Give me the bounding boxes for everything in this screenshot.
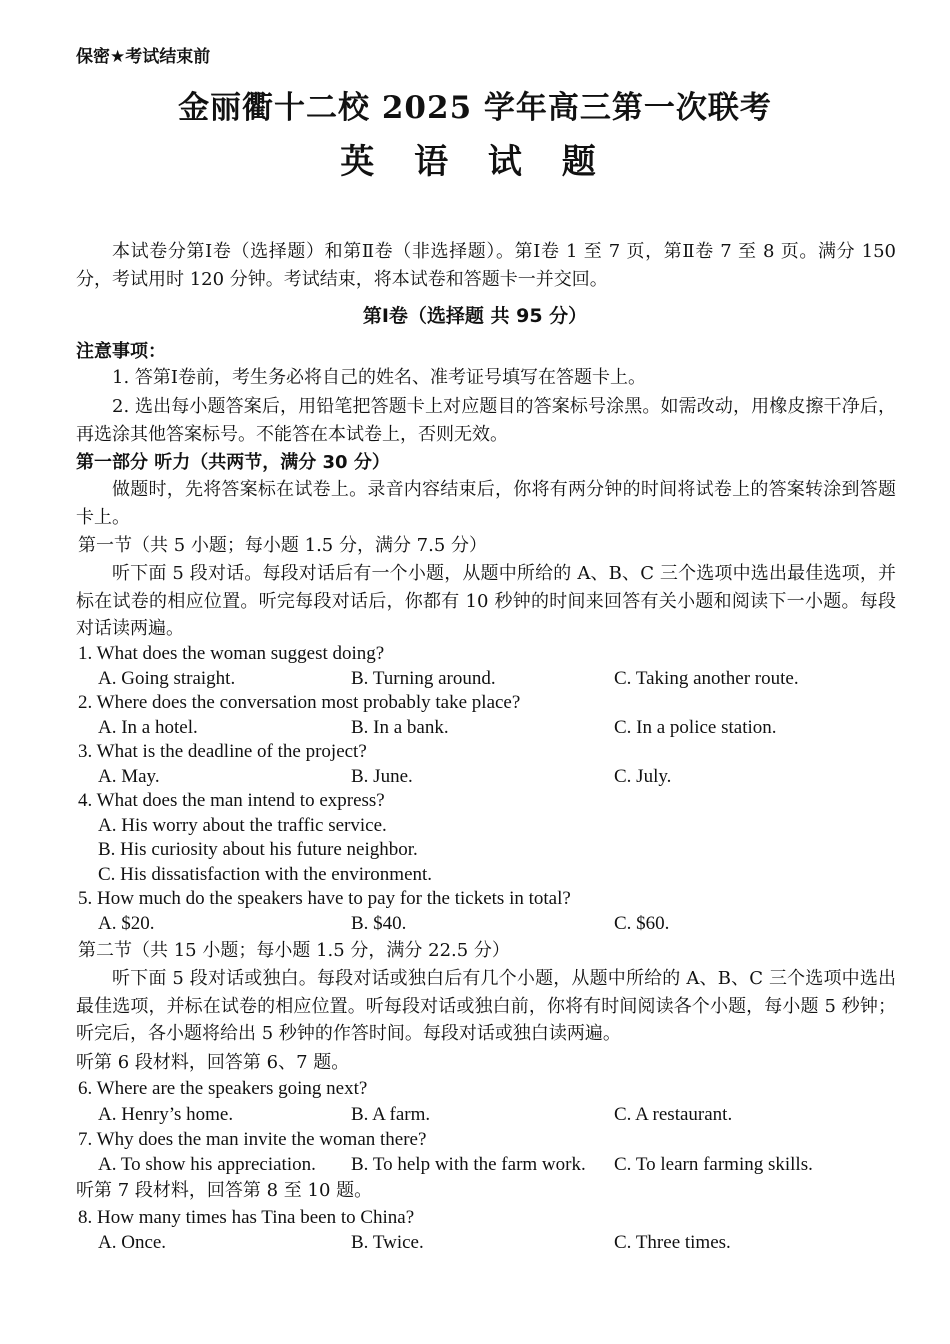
- q8-option-a: A. Once.: [98, 1232, 167, 1253]
- section1-instruction: 听下面 5 段对话。每段对话后有一个小题，从题中所给的 A、B、C 三个选项中选出最佳选项，并标在试卷的相应位置。听完每段对话后，你都有 10 秒钟的时间来回答有关小题和阅读下一小题。每段对话读两遍。: [76, 563, 896, 639]
- notes-heading: 注意事项：: [76, 341, 166, 362]
- question-7: 7. Why does the man invite the woman there?: [78, 1129, 427, 1150]
- q6-option-a: A. Henry’s home.: [98, 1104, 234, 1125]
- part1-heading: 第一部分 听力（共两节，满分 30 分）: [76, 452, 390, 473]
- part1-instruction: 做题时，先将答案标在试卷上。录音内容结束后，你将有两分钟的时间将试卷上的答案转涂到答题卡上。: [76, 479, 896, 528]
- q7-option-a: A. To show his appreciation.: [98, 1154, 316, 1175]
- question-8: 8. How many times has Tina been to China?: [78, 1207, 415, 1228]
- exam-title: 金丽衢十二校 2025 学年高三第一次联考: [178, 90, 772, 126]
- material-7-label: 听第 7 段材料，回答第 8 至 10 题。: [76, 1180, 373, 1201]
- q4-option-a: A. His worry about the traffic service.: [98, 815, 387, 836]
- q7-option-b: B. To help with the farm work.: [351, 1154, 586, 1175]
- question-4: 4. What does the man intend to express?: [78, 790, 385, 811]
- q6-option-c: C. A restaurant.: [614, 1104, 733, 1125]
- intro-paragraph: 本试卷分第Ⅰ卷（选择题）和第Ⅱ卷（非选择题）。第Ⅰ卷 1 至 7 页，第Ⅱ卷 7 至 8 页。满分 150 分，考试用时 120 分钟。考试结束，将本试卷和答题卡一并交回。: [76, 241, 896, 290]
- q4-option-c: C. His dissatisfaction with the environment.: [98, 864, 433, 885]
- question-1: 1. What does the woman suggest doing?: [78, 643, 385, 664]
- material-6-label: 听第 6 段材料，回答第 6、7 题。: [76, 1052, 350, 1073]
- notes-item-2: 2. 选出每小题答案后，用铅笔把答题卡上对应题目的答案标号涂黑。如需改动，用橡皮擦干净后，再选涂其他答案标号。不能答在本试卷上，否则无效。: [76, 396, 896, 445]
- q2-option-a: A. In a hotel.: [98, 717, 198, 738]
- section2-instruction: 听下面 5 段对话或独白。每段对话或独白后有几个小题，从题中所给的 A、B、C 三个选项中选出最佳选项，并标在试卷的相应位置。听每段对话或独白前，你将有时间阅读各个小题，每小题 5 秒钟；听完后，各小题将给出 5 秒钟的作答时间。每段对话或独白读两遍。: [76, 968, 896, 1044]
- q1-option-c: C. Taking another route.: [614, 668, 799, 689]
- question-3: 3. What is the deadline of the project?: [78, 741, 367, 762]
- question-2: 2. Where does the conversation most probably take place?: [78, 692, 521, 713]
- q1-option-a: A. Going straight.: [98, 668, 236, 689]
- question-6: 6. Where are the speakers going next?: [78, 1078, 368, 1099]
- q3-option-b: B. June.: [351, 766, 413, 787]
- volume1-title: 第Ⅰ卷（选择题 共 95 分）: [362, 305, 588, 327]
- question-5: 5. How much do the speakers have to pay for the tickets in total?: [78, 888, 571, 909]
- confidential-label: 保密★考试结束前: [76, 47, 211, 67]
- q2-option-c: C. In a police station.: [614, 717, 777, 738]
- section1-heading: 第一节（共 5 小题；每小题 1.5 分，满分 7.5 分）: [78, 535, 488, 556]
- q7-option-c: C. To learn farming skills.: [614, 1154, 813, 1175]
- q2-option-b: B. In a bank.: [351, 717, 449, 738]
- q8-option-c: C. Three times.: [614, 1232, 731, 1253]
- q5-option-b: B. $40.: [351, 913, 407, 934]
- q6-option-b: B. A farm.: [351, 1104, 431, 1125]
- q5-option-c: C. $60.: [614, 913, 670, 934]
- section2-heading: 第二节（共 15 小题；每小题 1.5 分，满分 22.5 分）: [78, 940, 510, 961]
- q3-option-a: A. May.: [98, 766, 160, 787]
- q5-option-a: A. $20.: [98, 913, 155, 934]
- q3-option-c: C. July.: [614, 766, 672, 787]
- q1-option-b: B. Turning around.: [351, 668, 496, 689]
- q4-option-b: B. His curiosity about his future neighbor.: [98, 839, 418, 860]
- notes-item-1: 1. 答第Ⅰ卷前，考生务必将自己的姓名、准考证号填写在答题卡上。: [112, 367, 647, 388]
- q8-option-b: B. Twice.: [351, 1232, 424, 1253]
- exam-subtitle: 英 语 试 题: [340, 142, 610, 182]
